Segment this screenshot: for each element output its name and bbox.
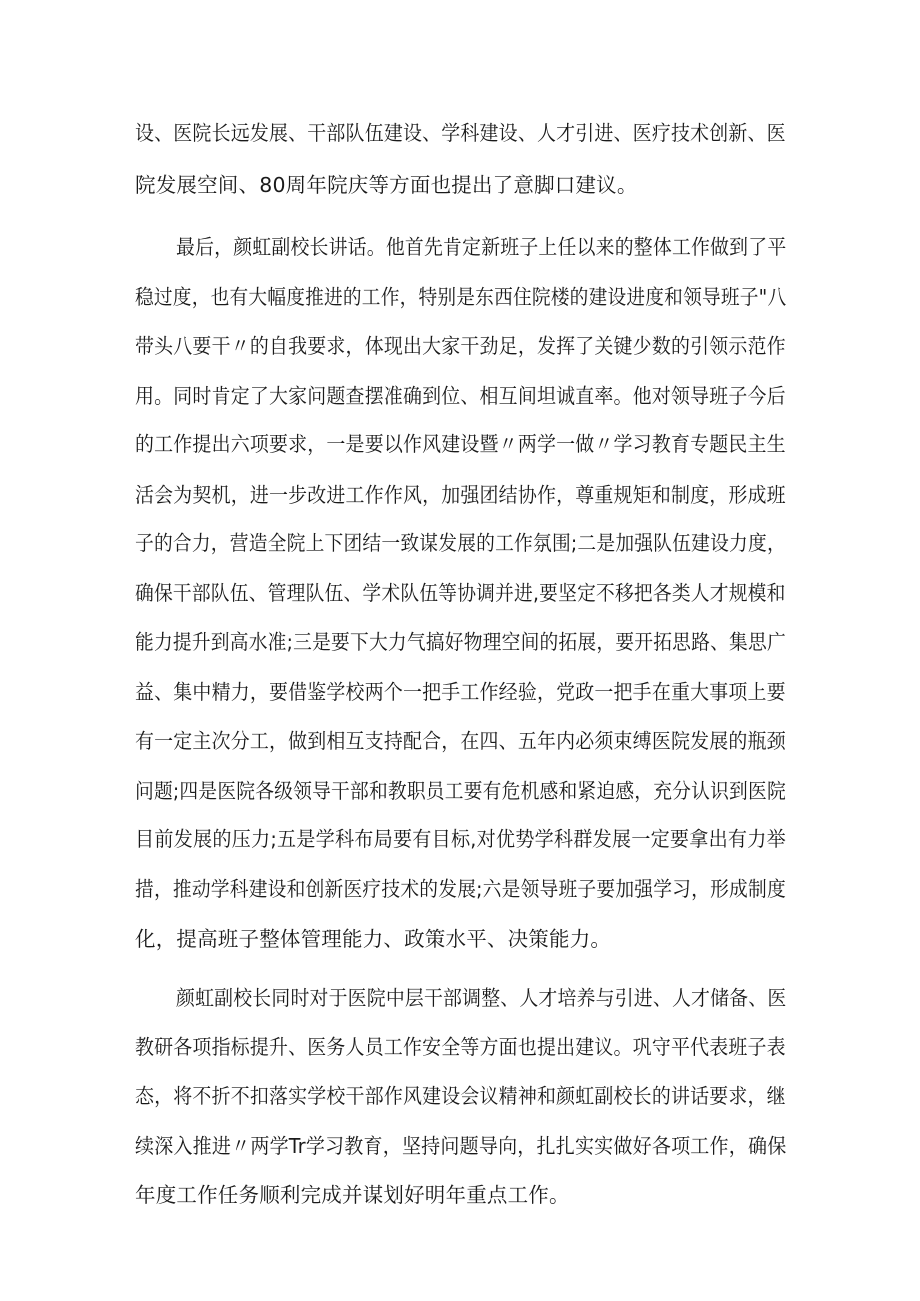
paragraph-2-line-2: 稳过度，也有大幅度推进的工作，特别是东西住院楼的建设进度和领导班子"八 — [135, 285, 787, 309]
paragraph-2-line-3: 带头八要干〃的自我要求，体现出大家干劲足，发挥了关键少数的引领示范作 — [135, 334, 786, 358]
paragraph-2-line-8: 确保干部队伍、管理队伍、学术队伍等协调并进,要坚定不移把各类人才规模和 — [135, 581, 786, 605]
paragraph-1-line-2: 院发展空间、80周年院庆等方面也提出了意脚口建议。 — [135, 173, 638, 197]
paragraph-1-line-1: 设、医院长远发展、干部队伍建设、学科建设、人才引进、医疗技术创新、医 — [135, 121, 786, 145]
paragraph-2-line-14: 措，推动学科建设和创新医疗技术的发展;六是领导班子要加强学习，形成制度 — [135, 877, 786, 901]
paragraph-2-line-4: 用。同时肯定了大家问题查摆准确到位、相互间坦诚直率。他对领导班子今后 — [135, 384, 786, 408]
paragraph-3-line-3: 态，将不折不扣落实学校干部作风建设会议精神和颜虹副校长的讲话要求，继 — [135, 1084, 786, 1108]
paragraph-2-line-11: 有一定主次分工，做到相互支持配合，在四、五年内必须束缚医院发展的瓶颈 — [135, 729, 786, 753]
paragraph-2-line-9: 能力提升到高水准;三是要下大力气搞好物理空间的拓展，要开拓思路、集思广 — [135, 630, 786, 654]
paragraph-2-line-12: 问题;四是医院各级领导干部和教职员工要有危机感和紧迫感，充分认识到医院 — [135, 779, 786, 803]
paragraph-2-line-13: 目前发展的压力;五是学科布局要有目标,对优势学科群发展一定要拿出有力举 — [135, 827, 786, 851]
paragraph-3-line-4: 续深入推进〃两学Tr学习教育，坚持问题导向，扎扎实实做好各项工作，确保 — [135, 1134, 787, 1158]
paragraph-2-line-5: 的工作提出六项要求，一是要以作风建设暨〃两学一做〃学习教育专题民主生 — [135, 432, 786, 456]
paragraph-2-line-15: 化，提高班子整体管理能力、政策水平、决策能力。 — [135, 927, 612, 951]
paragraph-3-line-2: 教研各项指标提升、医务人员工作安全等方面也提出建议。巩守平代表班子表 — [135, 1035, 786, 1059]
paragraph-3-line-1: 颜虹副校长同时对于医院中层干部调整、人才培养与引进、人才储备、医 — [176, 986, 787, 1010]
paragraph-2-line-10: 益、集中精力，要借鉴学校两个一把手工作经验，党政一把手在重大事项上要 — [135, 680, 786, 704]
paragraph-2-line-6: 活会为契机，进一步改进工作作风，加强团结协作，尊重规矩和制度，形成班 — [135, 483, 786, 507]
paragraph-2-line-7: 子的合力，营造全院上下团结一致谋发展的工作氛围;二是加强队伍建设力度， — [135, 531, 786, 555]
paragraph-2-line-1: 最后，颜虹副校长讲话。他首先肯定新班子上任以来的整体工作做到了平 — [176, 235, 787, 259]
paragraph-3-line-5: 年度工作任务顺利完成并谋划好明年重点工作。 — [135, 1183, 570, 1207]
